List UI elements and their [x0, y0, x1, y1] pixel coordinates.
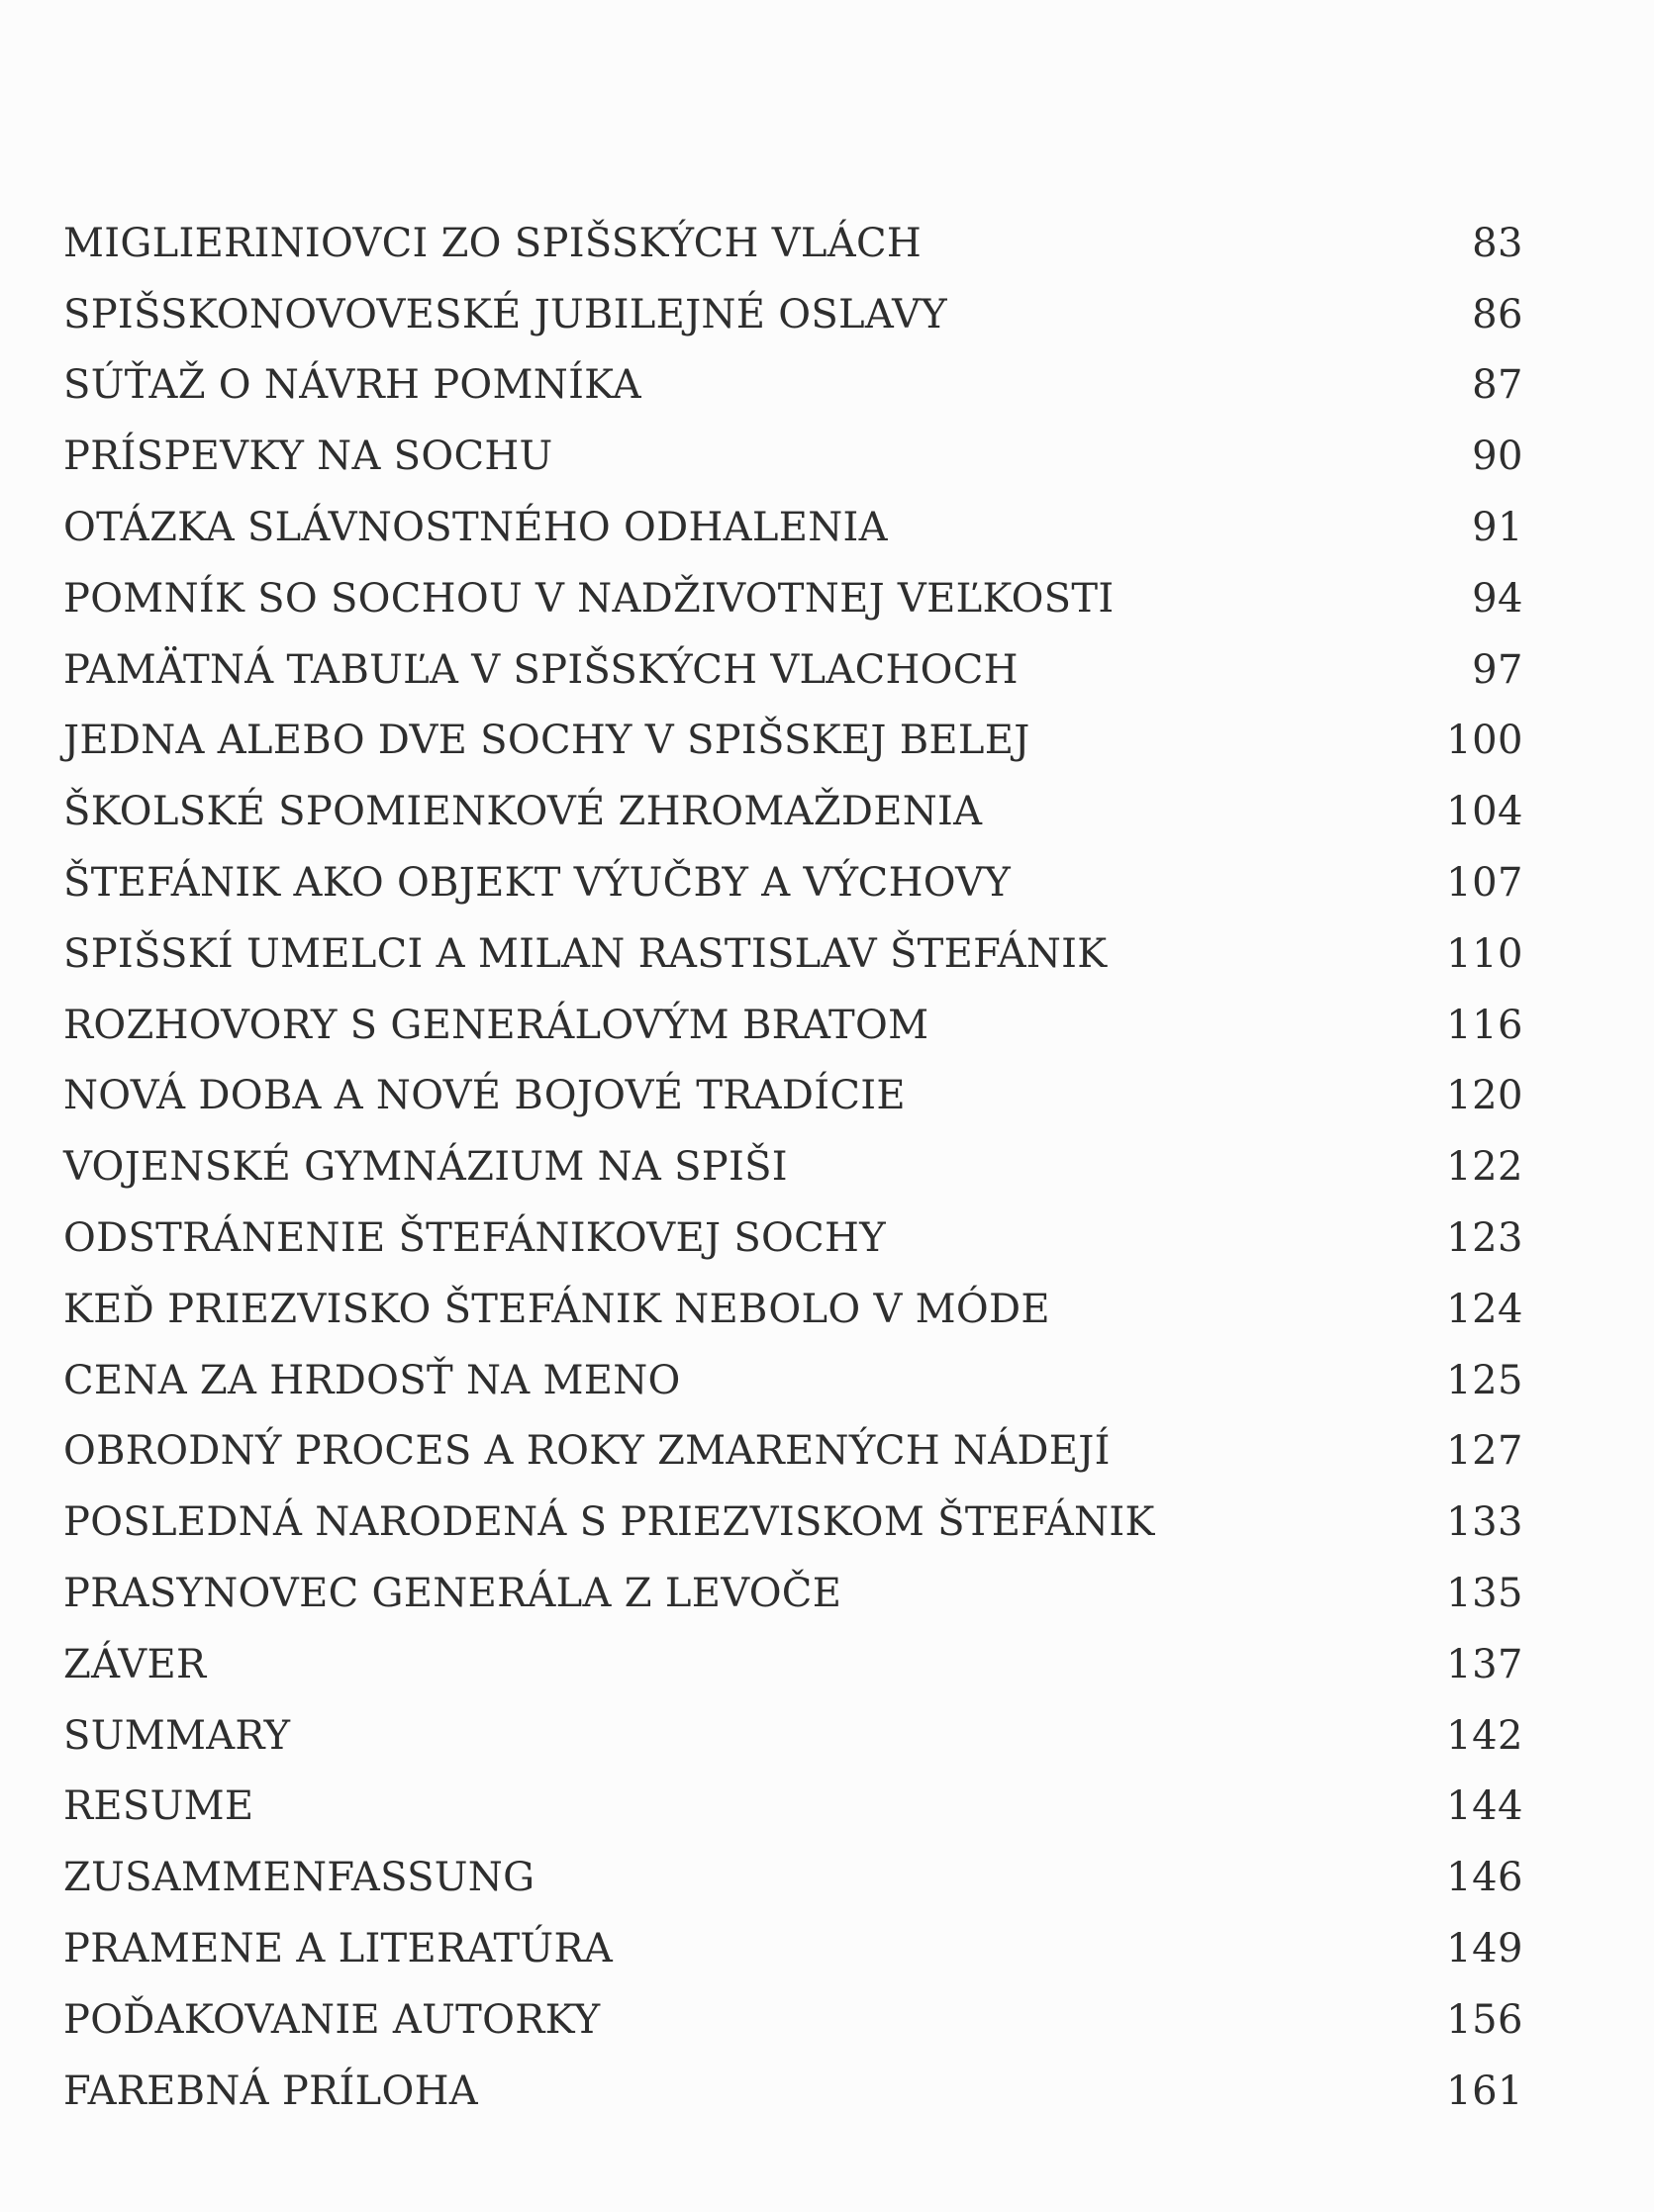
toc-entry — [63, 918, 1523, 990]
toc-entry — [63, 279, 1523, 350]
toc-entry-page: 135 — [1446, 1571, 1523, 1617]
toc-entry-page: 91 — [1472, 505, 1523, 551]
toc-entry-title: PRÍSPEVKY NA SOCHU — [63, 433, 553, 480]
toc-entry — [63, 492, 1523, 563]
toc-entry-page: 137 — [1446, 1641, 1523, 1687]
toc-entry-page: 144 — [1446, 1783, 1523, 1830]
toc-entry-page: 97 — [1472, 646, 1523, 693]
toc-entry-title: ZÁVER — [63, 1641, 207, 1687]
toc-entry-title: OBRODNÝ PROCES A ROKY ZMARENÝCH NÁDEJÍ — [63, 1428, 1111, 1475]
toc-entry-page: 94 — [1472, 575, 1523, 622]
toc-entry — [63, 1629, 1523, 1700]
toc-entry — [63, 1700, 1523, 1772]
toc-entry — [63, 634, 1523, 706]
toc-entry-title: ŠKOLSKÉ SPOMIENKOVÉ ZHROMAŽDENIA — [63, 789, 983, 835]
toc-entry — [63, 1487, 1523, 1558]
toc-entry-title: POMNÍK SO SOCHOU V NADŽIVOTNEJ VEĽKOSTI — [63, 575, 1115, 622]
toc-entry — [63, 1984, 1523, 2056]
toc-entry — [63, 208, 1523, 279]
toc-entry-page: 107 — [1446, 860, 1523, 907]
toc-entry-page: 122 — [1446, 1144, 1523, 1191]
toc-entry-page: 116 — [1446, 1002, 1523, 1048]
toc-entry — [63, 1416, 1523, 1488]
toc-entry-title: OTÁZKA SLÁVNOSTNÉHO ODHALENIA — [63, 505, 888, 551]
toc-entry-page: 127 — [1446, 1428, 1523, 1475]
toc-entry-title: JEDNA ALEBO DVE SOCHY V SPIŠSKEJ BELEJ — [63, 718, 1030, 764]
toc-entry — [63, 563, 1523, 634]
toc-entry-title: POĎAKOVANIE AUTORKY — [63, 1996, 601, 2043]
toc-entry — [63, 2056, 1523, 2127]
toc-entry-page: 133 — [1446, 1499, 1523, 1546]
toc-entry-title: ROZHOVORY S GENERÁLOVÝM BRATOM — [63, 1002, 929, 1048]
toc-entry-title: PRAMENE A LITERATÚRA — [63, 1926, 614, 1972]
toc-entry — [63, 1345, 1523, 1416]
toc-entry-title: POSLEDNÁ NARODENÁ S PRIEZVISKOM ŠTEFÁNIK — [63, 1499, 1155, 1546]
toc-entry-title: CENA ZA HRDOSŤ NA MENO — [63, 1357, 681, 1403]
toc-entry-title: KEĎ PRIEZVISKO ŠTEFÁNIK NEBOLO V MÓDE — [63, 1286, 1050, 1332]
toc-entry-title: SPIŠSKÍ UMELCI A MILAN RASTISLAV ŠTEFÁNIK — [63, 930, 1108, 977]
toc-entry — [63, 421, 1523, 492]
toc-entry-page: 110 — [1446, 930, 1523, 977]
toc-entry-title: VOJENSKÉ GYMNÁZIUM NA SPIŠI — [63, 1144, 788, 1191]
toc-entry — [63, 847, 1523, 918]
toc-entry — [63, 1274, 1523, 1345]
toc-entry — [63, 350, 1523, 422]
toc-entry-title: SÚŤAŽ O NÁVRH POMNÍKA — [63, 362, 641, 409]
toc-entry — [63, 706, 1523, 777]
toc-entry-page: 90 — [1472, 433, 1523, 480]
toc-entry-page: 124 — [1446, 1286, 1523, 1332]
toc-entry-title: PAMÄTNÁ TABUĽA V SPIŠSKÝCH VLACHOCH — [63, 646, 1019, 693]
toc-entry-title: ODSTRÁNENIE ŠTEFÁNIKOVEJ SOCHY — [63, 1215, 886, 1262]
toc-entry — [63, 990, 1523, 1061]
toc-entry-page: 125 — [1446, 1357, 1523, 1403]
toc-entry — [63, 1061, 1523, 1132]
toc-entry — [63, 776, 1523, 847]
toc-entry — [63, 1131, 1523, 1202]
toc-entry-title: SUMMARY — [63, 1712, 291, 1759]
toc-entry — [63, 1913, 1523, 1984]
toc-entry — [63, 1202, 1523, 1274]
toc-entry-page: 161 — [1446, 2068, 1523, 2114]
toc-entry-page: 120 — [1446, 1073, 1523, 1119]
toc-entry-page: 83 — [1472, 220, 1523, 266]
toc-entry-page: 156 — [1446, 1996, 1523, 2043]
toc-entry-title: NOVÁ DOBA A NOVÉ BOJOVÉ TRADÍCIE — [63, 1073, 906, 1119]
toc-entry-title: SPIŠSKONOVOVESKÉ JUBILEJNÉ OSLAVY — [63, 291, 947, 337]
toc-entry-page: 146 — [1446, 1855, 1523, 1901]
toc-entry — [63, 1842, 1523, 1913]
table-of-contents — [63, 208, 1523, 2127]
toc-entry-title: MIGLIERINIOVCI ZO SPIŠSKÝCH VLÁCH — [63, 220, 923, 266]
toc-entry-title: FAREBNÁ PRÍLOHA — [63, 2068, 478, 2114]
toc-entry-title: ZUSAMMENFASSUNG — [63, 1855, 535, 1901]
toc-entry-page: 86 — [1472, 291, 1523, 337]
toc-entry-page: 123 — [1446, 1215, 1523, 1262]
toc-entry-page: 104 — [1446, 789, 1523, 835]
toc-entry-title: PRASYNOVEC GENERÁLA Z LEVOČE — [63, 1571, 842, 1617]
toc-entry-page: 149 — [1446, 1926, 1523, 1972]
toc-entry — [63, 1558, 1523, 1629]
toc-entry-page: 87 — [1472, 362, 1523, 409]
toc-entry-title: RESUME — [63, 1783, 254, 1830]
toc-entry-title: ŠTEFÁNIK AKO OBJEKT VÝUČBY A VÝCHOVY — [63, 860, 1012, 907]
toc-entry — [63, 1772, 1523, 1843]
toc-entry-page: 142 — [1446, 1712, 1523, 1759]
toc-entry-page: 100 — [1446, 718, 1523, 764]
